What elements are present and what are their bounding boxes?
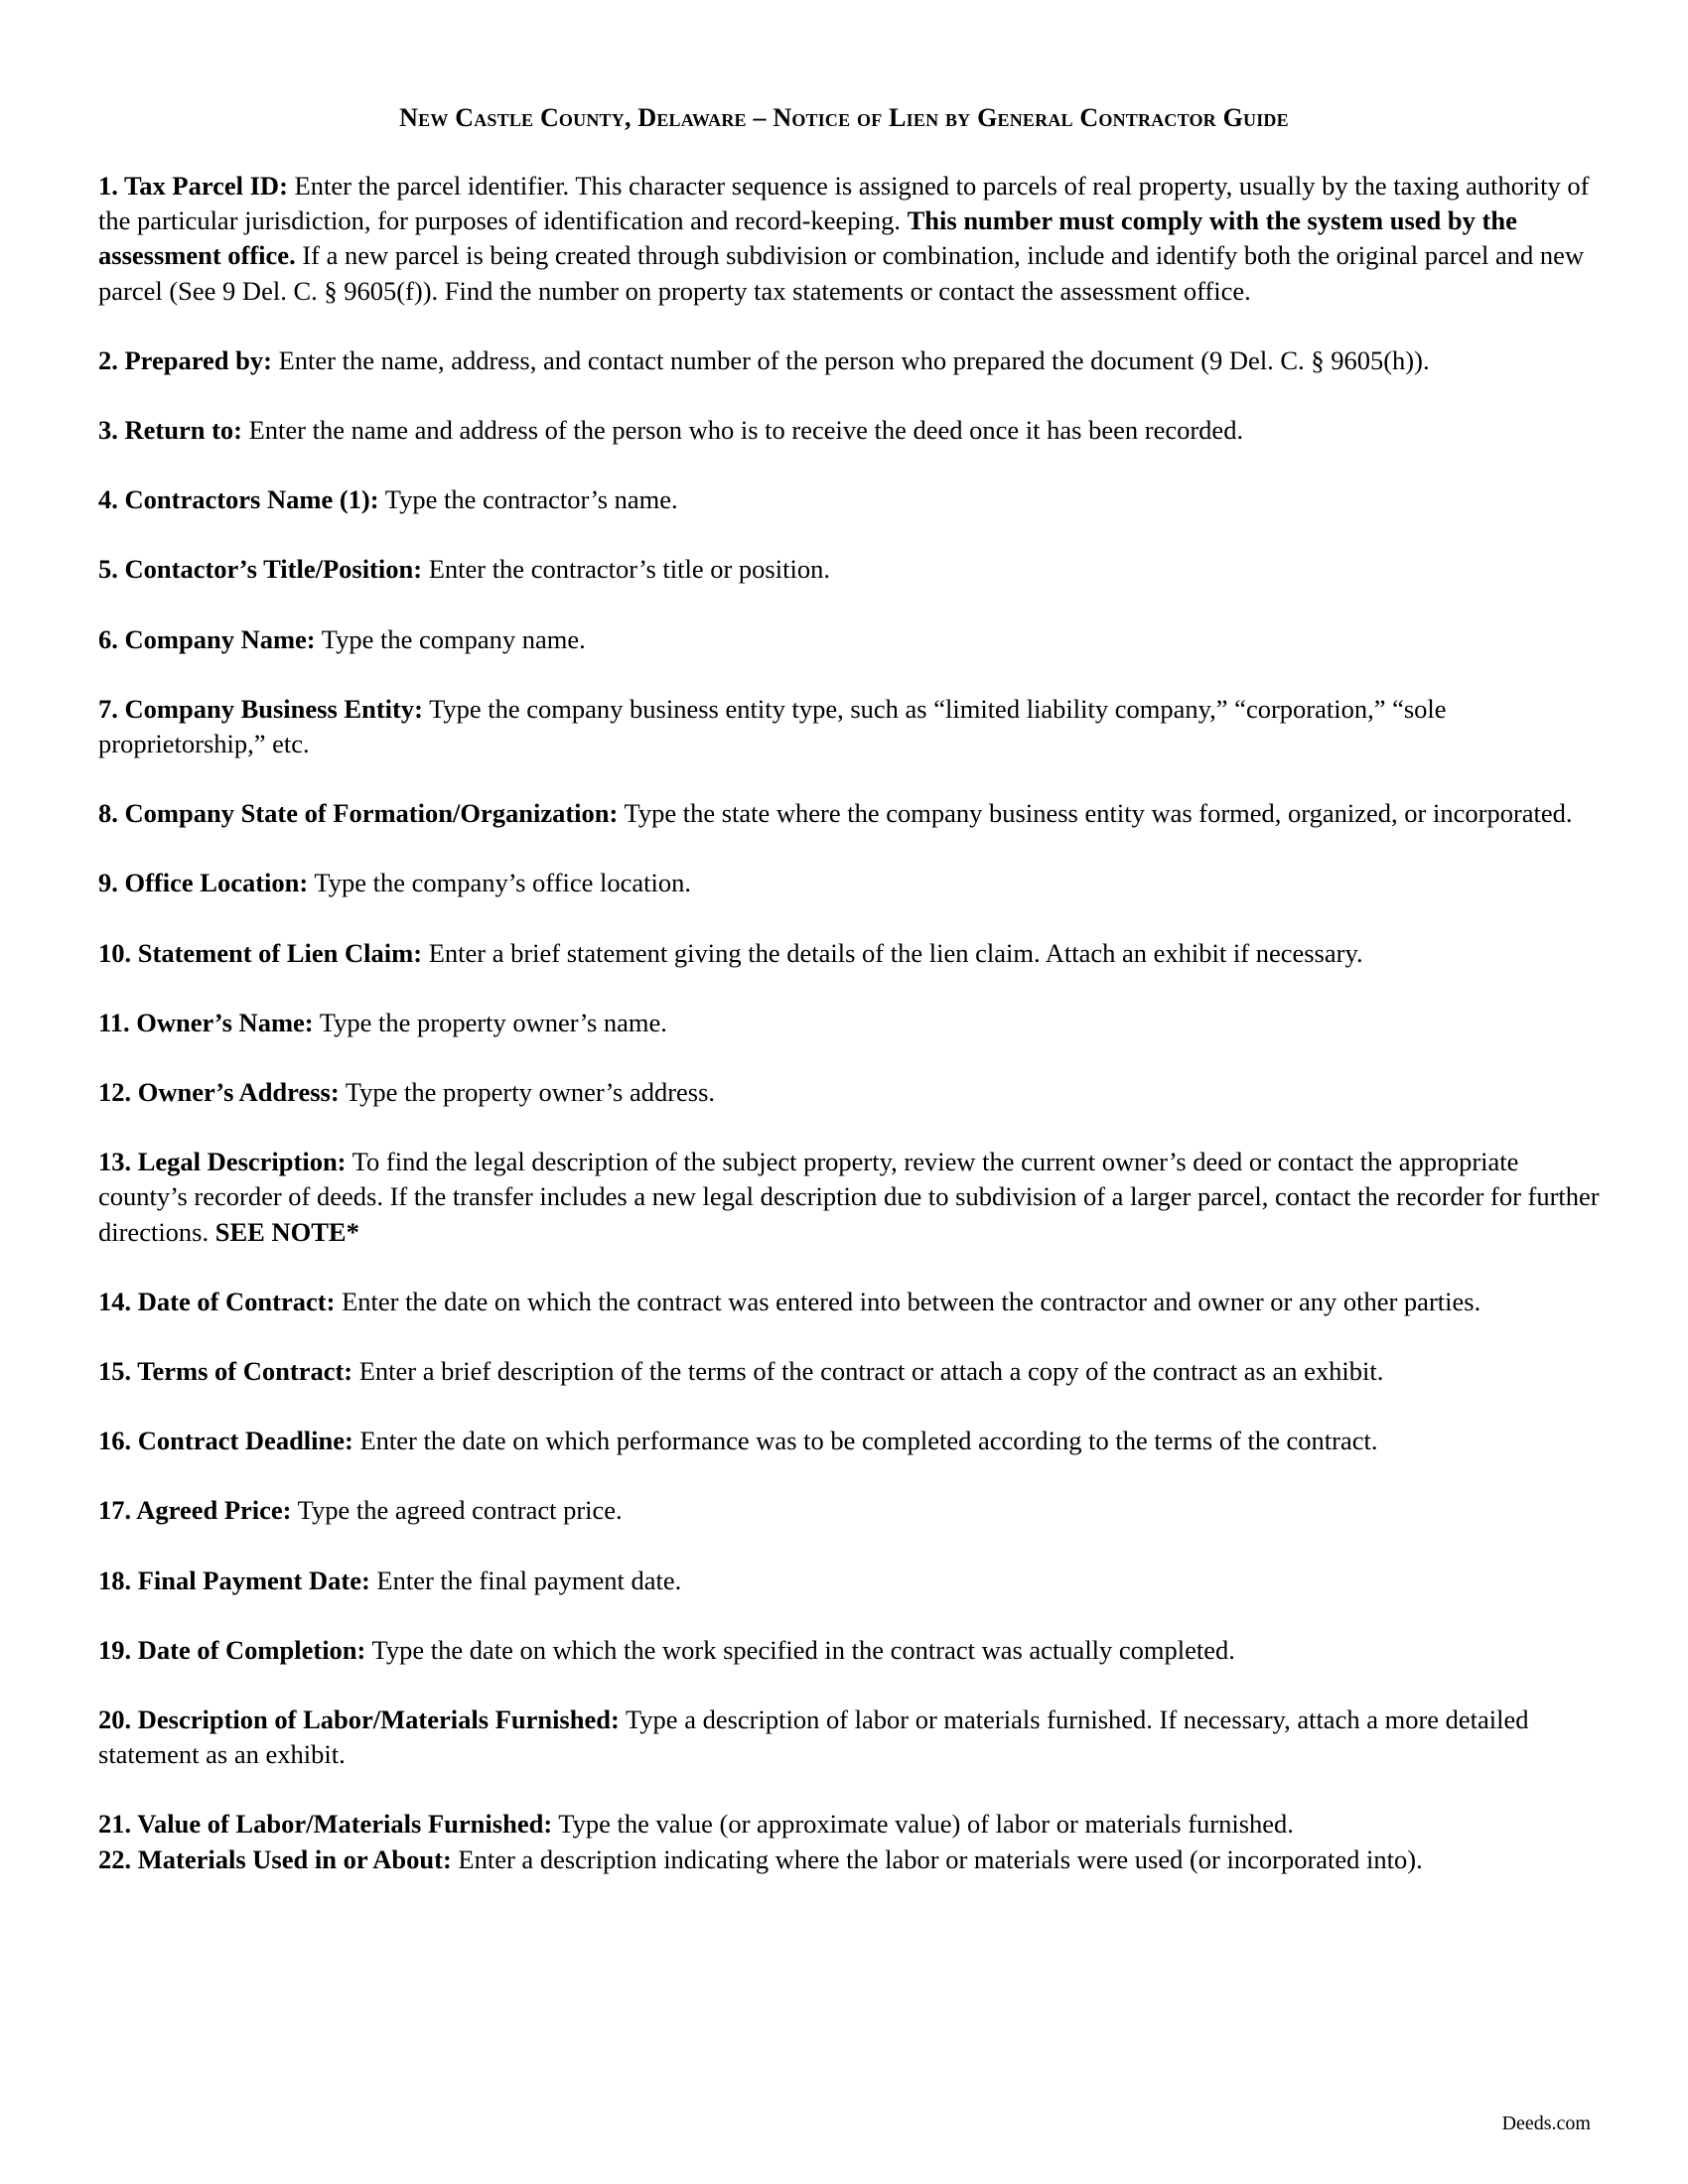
item-text: Enter the contractor’s title or position.: [428, 554, 830, 585]
item-label: 2. Prepared by:: [98, 344, 272, 375]
guide-item-final-payment-date: [98, 1564, 1600, 1598]
item-label: 5. Contactor’s Title/Position:: [98, 554, 423, 585]
item-text: Type the company business entity type, such as “limited liability company,” “corporation,” “sole proprietorship,” etc.: [98, 693, 1447, 759]
item-label: 4. Contractors Name (1):: [98, 484, 379, 515]
item-text: Enter the date on which the contract was entered into between the contractor and owner or any other parties.: [342, 1286, 1481, 1316]
item-text: Enter a brief statement giving the details of the lien claim. Attach an exhibit if necessary.: [428, 937, 1363, 968]
item-label: 8. Company State of Formation/Organization:: [98, 798, 619, 829]
item-text: Type the date on which the work specified in the contract was actually completed.: [371, 1634, 1235, 1665]
guide-item-legal-description: [98, 1145, 1600, 1250]
item-text-continued: If a new parcel is being created through subdivision or combination, include and identify both the original parcel and new parcel (See 9 Del. C. § 9605(f)). Find the number on property tax statements or contact the assessment office.: [98, 240, 1585, 306]
item-text: Type the state where the company business entity was formed, organized, or incorporated.: [624, 798, 1573, 829]
item-label: 18. Final Payment Date:: [98, 1565, 370, 1595]
guide-item-contractors-name: [98, 482, 1600, 517]
item-text: Type the company name.: [321, 623, 586, 654]
item-label: 22. Materials Used in or About:: [98, 1843, 452, 1874]
guide-item-description-of-labor: [98, 1703, 1600, 1772]
item-text: Type the agreed contract price.: [297, 1495, 623, 1526]
guide-item-materials-used: [98, 1843, 1600, 1877]
item-emphasis: This number must comply with the system used by the assessment office.: [98, 205, 1517, 271]
guide-item-value-of-labor: [98, 1807, 1600, 1842]
guide-item-contractor-title: [98, 552, 1600, 587]
guide-item-owners-name: [98, 1006, 1600, 1040]
item-text: Enter a description indicating where the labor or materials were used (or incorporated into).: [458, 1843, 1423, 1874]
item-label: 15. Terms of Contract:: [98, 1356, 353, 1387]
guide-item-agreed-price: [98, 1493, 1600, 1528]
item-text: Enter the name, address, and contact number of the person who prepared the document (9 Del. C. § 9605(h)).: [278, 344, 1430, 375]
item-label: 20. Description of Labor/Materials Furnished:: [98, 1705, 620, 1735]
item-label: 1. Tax Parcel ID:: [98, 171, 288, 201]
guide-item-date-of-completion: [98, 1633, 1600, 1668]
footer-brand: Deeds.com: [1501, 2113, 1591, 2134]
guide-item-contract-deadline: [98, 1424, 1600, 1458]
guide-item-return-to: [98, 413, 1600, 448]
item-text: Enter a brief description of the terms of the contract or attach a copy of the contract as an exhibit.: [358, 1356, 1384, 1387]
item-label: 16. Contract Deadline:: [98, 1426, 353, 1456]
item-text: Type the company’s office location.: [314, 868, 691, 898]
item-label: 21. Value of Labor/Materials Furnished:: [98, 1809, 553, 1840]
guide-item-statement-of-lien: [98, 936, 1600, 971]
item-label: 13. Legal Description:: [98, 1147, 347, 1177]
item-text: Enter the final payment date.: [376, 1565, 682, 1595]
guide-item-tax-parcel-id: [98, 169, 1600, 309]
guide-item-company-business-entity: [98, 692, 1600, 761]
item-text: Type a description of labor or materials furnished. If necessary, attach a more detailed statement as an exhibit.: [98, 1705, 1529, 1770]
document-title: New Castle County, Delaware – Notice of Lien by General Contractor Guide: [399, 103, 1289, 132]
guide-item-owners-address: [98, 1075, 1600, 1110]
item-label: 7. Company Business Entity:: [98, 693, 423, 724]
item-text: To find the legal description of the subject property, review the current owner’s deed or contact the appropriate county’s recorder of deeds. If the transfer includes a new legal description due to subdivision of a larger parcel, contact the recorder for further directions.: [98, 1147, 1600, 1247]
item-text: Enter the name and address of the person who is to receive the deed once it has been recorded.: [248, 415, 1244, 446]
item-label: 14. Date of Contract:: [98, 1286, 336, 1316]
guide-item-terms-of-contract: [98, 1354, 1600, 1389]
item-label: 10. Statement of Lien Claim:: [98, 937, 423, 968]
item-label: 3. Return to:: [98, 415, 242, 446]
item-label: 19. Date of Completion:: [98, 1634, 366, 1665]
item-label: 9. Office Location:: [98, 868, 309, 898]
item-text: Type the property owner’s address.: [345, 1077, 716, 1108]
item-label: 12. Owner’s Address:: [98, 1077, 340, 1108]
guide-item-office-location: [98, 866, 1600, 900]
item-label: 11. Owner’s Name:: [98, 1007, 314, 1037]
guide-item-date-of-contract: [98, 1285, 1600, 1319]
guide-item-list: [98, 169, 1600, 1912]
item-emphasis: SEE NOTE*: [214, 1216, 359, 1247]
item-text: Type the value (or approximate value) of labor or materials furnished.: [558, 1809, 1294, 1840]
guide-item-prepared-by: [98, 343, 1600, 378]
item-label: 6. Company Name:: [98, 623, 316, 654]
item-text: Type the contractor’s name.: [384, 484, 678, 515]
guide-item-company-name: [98, 622, 1600, 657]
guide-item-company-state: [98, 796, 1600, 831]
item-text: Enter the parcel identifier. This character sequence is assigned to parcels of real property, usually by the taxing authority of the particular jurisdiction, for purposes of identification and record-keeping.: [98, 171, 1590, 236]
item-text: Type the property owner’s name.: [319, 1007, 667, 1037]
item-text: Enter the date on which performance was to be completed according to the terms of the contract.: [359, 1426, 1378, 1456]
item-label: 17. Agreed Price:: [98, 1495, 292, 1526]
